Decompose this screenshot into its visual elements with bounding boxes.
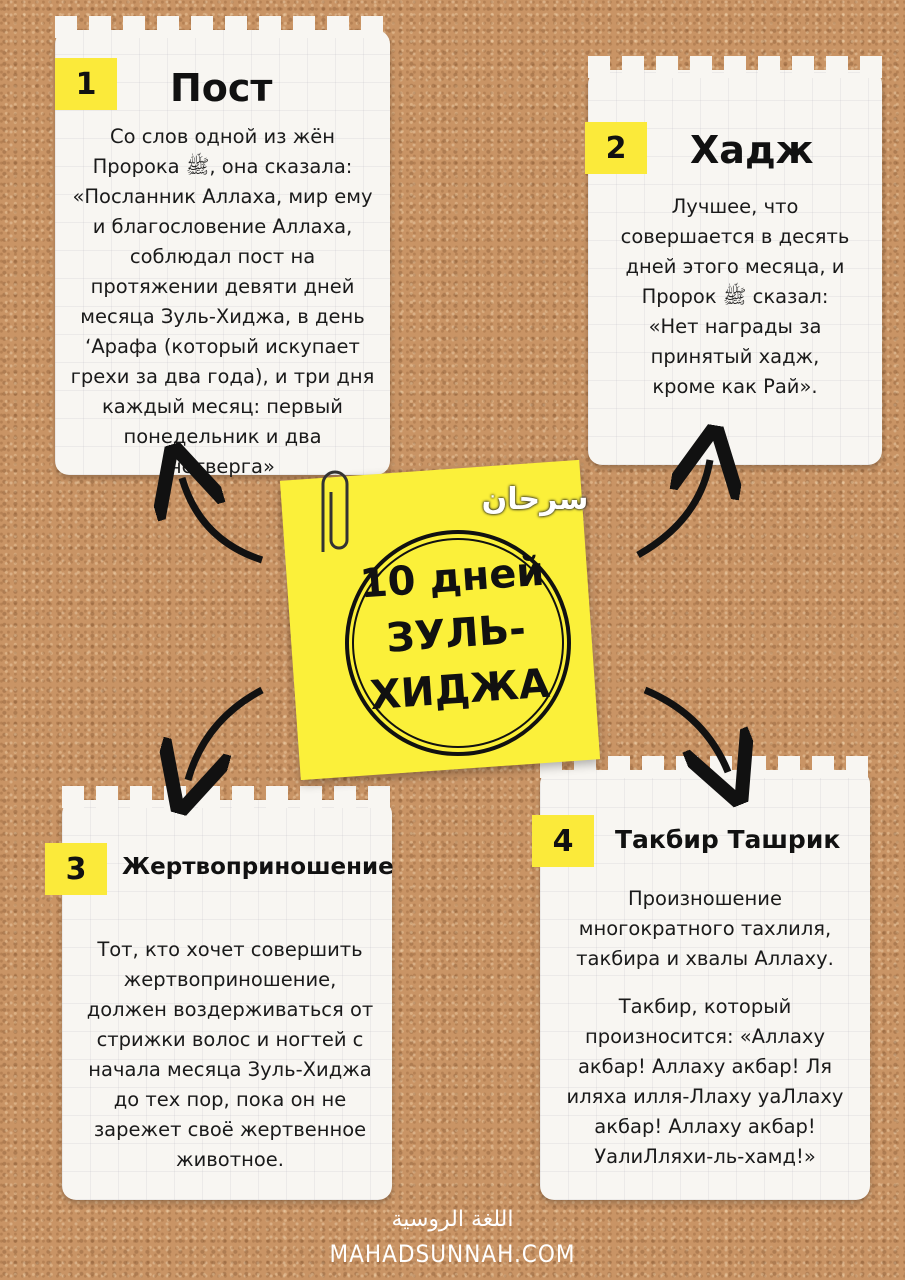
center-title-line-3: ХИДЖА [368, 660, 552, 720]
takbir-paragraph-1: Произношение многократного тахлиля, такбира и хвалы Аллаху. [576, 887, 834, 970]
card-number-4: 4 [532, 815, 594, 867]
card-number-2: 2 [585, 122, 647, 174]
arrow-to-card-4-icon [645, 690, 728, 772]
card-number-3: 3 [45, 843, 107, 895]
card-title-sacrifice: Жертвоприношение [122, 854, 394, 880]
card-text-fasting: Со слов одной из жён Пророка ﷺ, она сказала: «Посланник Аллаха, мир ему и благословение Аллаха, соблюдал пост на протяжении девяти дней месяца Зуль-Хиджа, в день ʻАрафа (который искупает грехи за два года), и три дня каждый месяц: первый понедельник и два четверга» [70, 125, 375, 478]
brand-logo: ﺳﺮﺣﺎﻥ [481, 482, 589, 517]
takbir-paragraph-2: Такбир, который произносится: «Аллаху акбар! Аллаху акбар! Ля иляха илля-Ллаху уаЛлаху акбар! Аллаху акбар! УалиЛляхи-ль-хамд!» [566, 995, 844, 1168]
footer-arabic: اللغة الروسية [391, 1207, 514, 1232]
center-title-line-2: ЗУЛЬ- [384, 606, 528, 662]
arrow-to-card-2-icon [638, 460, 710, 555]
footer-url: MAHADSUNNAH.COM [329, 1240, 576, 1268]
card-title-hajj: Хадж [690, 128, 814, 172]
card-number-1: 1 [55, 58, 117, 110]
card-title-fasting: Пост [170, 66, 273, 110]
center-title-line-1: 10 дней [358, 548, 546, 608]
arrow-to-card-3-icon [188, 690, 262, 780]
arrow-to-card-1-icon [182, 478, 262, 560]
card-text-hajj: Лучшее, что совершается в десять дней этого месяца, и Пророк ﷺ сказал: «Нет награды за принятый хадж, кроме как Рай». [620, 195, 850, 398]
card-text-sacrifice: Тот, кто хочет совершить жертвоприношение, должен воздерживаться от стрижки волос и ногтей с начала месяца Зуль-Хиджа до тех пор, пока он не зарежет своё жертвенное животное. [86, 938, 374, 1171]
card-title-takbir: Такбир Ташрик [615, 825, 841, 854]
